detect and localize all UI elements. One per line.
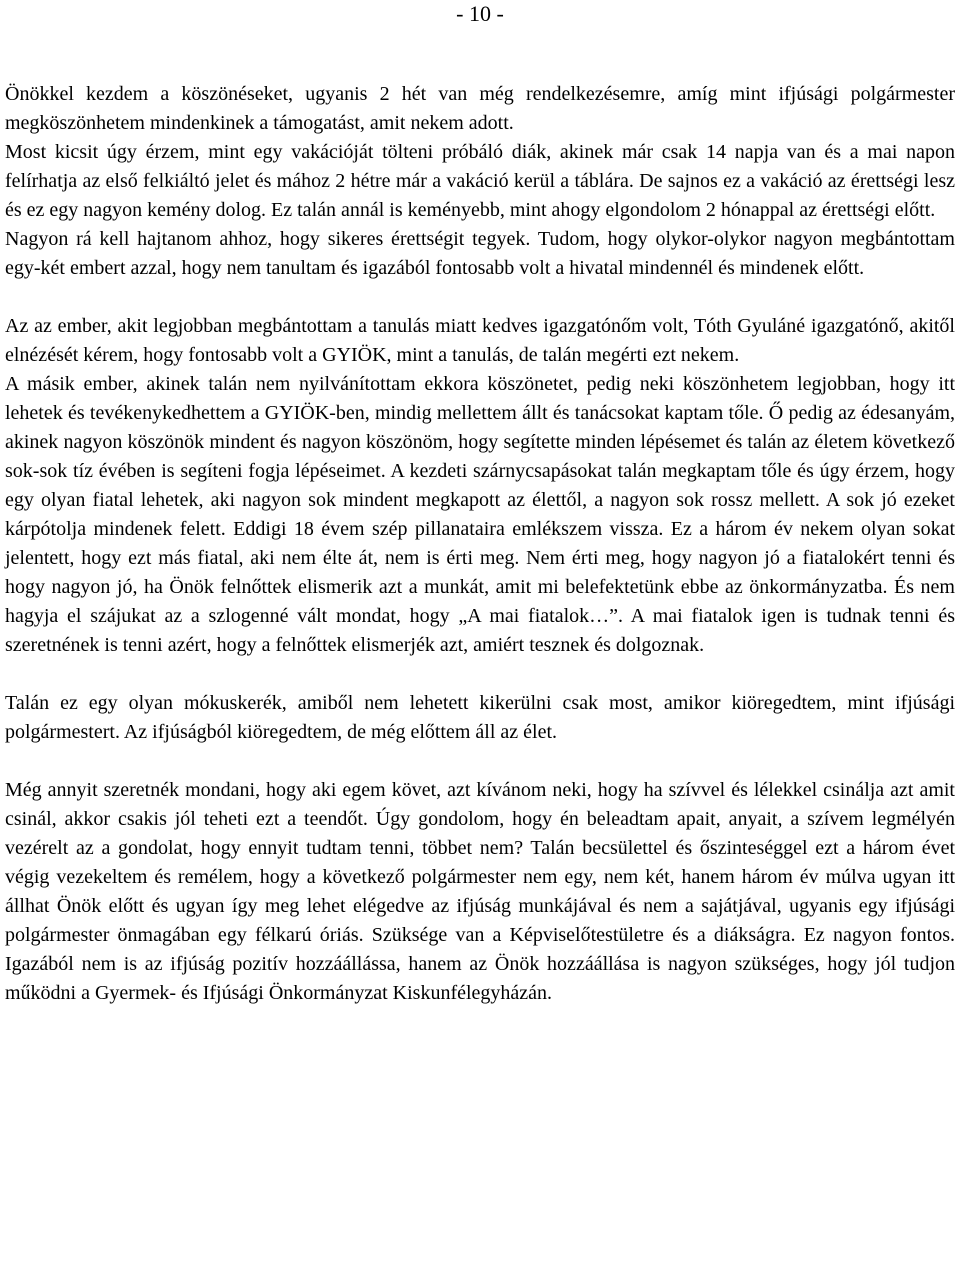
paragraph-thanks: Önökkel kezdem a köszönéseket, ugyanis 2 hét van még rendelkezésemre, amíg mint ifjúsági polgármester megköszönhetem mindenkinek a támogatást, amit nekem adott. [5, 83, 955, 134]
paragraph-exam: Nagyon rá kell hajtanom ahhoz, hogy sikeres érettségit tegyek. Tudom, hogy olykor-olykor nagyon megbántottam egy-két embert azzal, hogy nem tanultam és igazából fontosabb volt a hivatal mindennél és mindenek előtt. [5, 228, 955, 279]
paragraph-treadmill: Talán ez egy olyan mókuskerék, amiből nem lehetett kikerülni csak most, amikor kiöregedtem, mint ifjúsági polgármestert. Az ifjúságból kiöregedtem, de még előttem áll az élet. [5, 692, 955, 743]
document-body [5, 80, 955, 1008]
paragraph-closing: Még annyit szeretnék mondani, hogy aki egem követ, azt kívánom neki, hogy ha szívvel és lélekkel csinálja azt amit csinál, akkor csakis jól teheti ezt a teendőt. Úgy gondolom, hogy én beleadtam apait, anyait, a szívem legmélyén vezérelt az a gondolat, hogy ennyit tudtam tenni, többet nem? Talán becsülettel és őszinteséggel ezt a három évet végig vezekeltem és remélem, hogy a következő polgármester nem egy, nem két, hanem három év múlva ugyan itt állhat Önök előtt és ugyan így meg lehet elégedve az ifjúság munkájával és nem a sajátjával, ugyanis egy ifjúsági polgármester önmagában egy félkarú óriás. Szüksége van a Képviselőtestületre és a diákságra. Ez nagyon fontos. Igazából nem is az ifjúság pozitív hozzáállássa, hanem az Önök hozzáállása is nagyon szükséges, hogy jól tudjon működni a Gyermek- és Ifjúsági Önkormányzat Kiskunfélegyházán. [5, 779, 955, 1004]
paragraph-vacation: Most kicsit úgy érzem, mint egy vakációját tölteni próbáló diák, akinek már csak 14 napja van és a mai napon felírhatja az első felkiáltó jelet és mához 2 hétre már a vakáció kerül a táblára. De sajnos ez a vakáció az érettségi lesz és ez egy nagyon kemény dolog. Ez talán annál is keményebb, mint ahogy elgondolom 2 hónappal az érettségi előtt. [5, 141, 955, 221]
page-number: - 10 - [456, 1, 504, 26]
paragraph-mother: A másik ember, akinek talán nem nyilvánítottam ekkora köszönetet, pedig neki köszönhetem legjobban, hogy itt lehetek és tevékenykedhettem a GYIÖK-ben, mindig mellettem állt és tanácsokat kaptam tőle. Ő pedig az édesanyám, akinek nagyon köszönök mindent és nagyon köszönöm, hogy segítette minden lépésemet és talán az életem következő sok-sok tíz évében is segíteni fogja lépéseimet. A kezdeti szárnycsapásokat talán megkaptam tőle és úgy érzem, hogy egy olyan fiatal lehetek, aki nagyon sok mindent megkapott az élettől, a nagyon sok rossz mellett. A sok jó ezeket kárpótolja mindenek felett. Eddigi 18 évem szép pillanataira emlékszem vissza. Ez a három év nekem olyan sokat jelentett, hogy ezt más fiatal, aki nem élte át, nem is érti meg. Nem érti meg, hogy nagyon jó a fiatalokért tenni és hogy nagyon jó, ha Önök felnőttek elismerik azt a munkát, amit mi belefektetünk ebbe az önkormányzatba. És nem hagyja el szájukat az a szlogenné vált mondat, hogy „A mai fiatalok…”. A mai fiatalok igen is tudnak tenni és szeretnének is tenni azért, hogy a felnőttek elismerjék azt, amiért tesznek és dolgoznak. [5, 373, 955, 656]
paragraph-headmistress: Az az ember, akit legjobban megbántottam a tanulás miatt kedves igazgatónőm volt, Tóth Gyuláné igazgatónő, akitől elnézését kérem, hogy fontosabb volt a GYIÖK, mint a tanulás, de talán megérti ezt nekem. [5, 315, 955, 366]
